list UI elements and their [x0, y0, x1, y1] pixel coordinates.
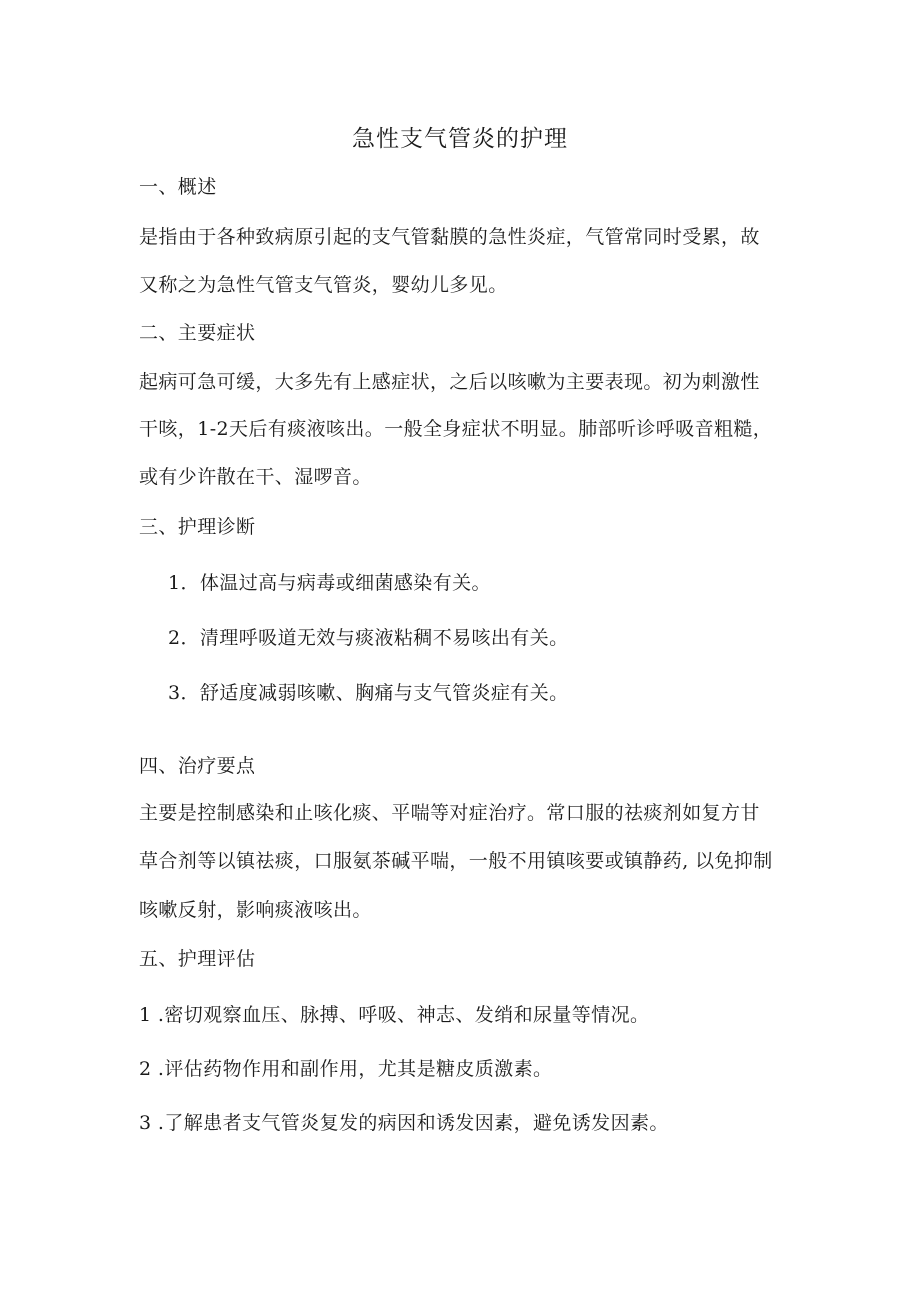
list-item: 2．清理呼吸道无效与痰液粘稠不易咳出有关。	[168, 627, 569, 649]
paragraph-line: 咳嗽反射，影响痰液咳出。	[139, 899, 372, 921]
paragraph-line: 是指由于各种致病原引起的支气管黏膜的急性炎症，气管常同时受累，故	[139, 226, 760, 248]
paragraph-line: 又称之为急性气管支气管炎，婴幼儿多见。	[139, 274, 508, 296]
list-item: 1．体温过高与病毒或细菌感染有关。	[168, 572, 491, 594]
section-heading-overview: 一、概述	[139, 176, 217, 198]
list-item: 2 .评估药物作用和副作用，尤其是糖皮质激素。	[139, 1058, 553, 1080]
section-heading-nursing-assessment: 五、护理评估	[139, 948, 256, 970]
document-title: 急性支气管炎的护理	[352, 126, 568, 152]
list-item: 3 .了解患者支气管炎复发的病因和诱发因素，避免诱发因素。	[139, 1112, 669, 1134]
paragraph-line: 或有少许散在干、湿啰音。	[139, 466, 372, 488]
list-item: 1 .密切观察血压、脉搏、呼吸、神志、发绡和尿量等情况。	[139, 1004, 650, 1026]
section-heading-symptoms: 二、主要症状	[139, 322, 256, 344]
paragraph-line: 起病可急可缓，大多先有上感症状，之后以咳嗽为主要表现。初为刺激性	[139, 371, 760, 393]
section-heading-treatment: 四、治疗要点	[139, 755, 256, 777]
paragraph-line: 草合剂等以镇祛痰，口服氨茶碱平喘，一般不用镇咳要或镇静药, 以免抑制	[139, 850, 773, 872]
paragraph-line: 干咳，1-2天后有痰液咳出。一般全身症状不明显。肺部听诊呼吸音粗糙，	[139, 418, 773, 440]
paragraph-line: 主要是控制感染和止咳化痰、平喘等对症治疗。常口服的祛痰剂如复方甘	[139, 802, 760, 824]
list-item: 3．舒适度减弱咳嗽、胸痛与支气管炎症有关。	[168, 682, 569, 704]
section-heading-nursing-diagnosis: 三、护理诊断	[139, 516, 256, 538]
